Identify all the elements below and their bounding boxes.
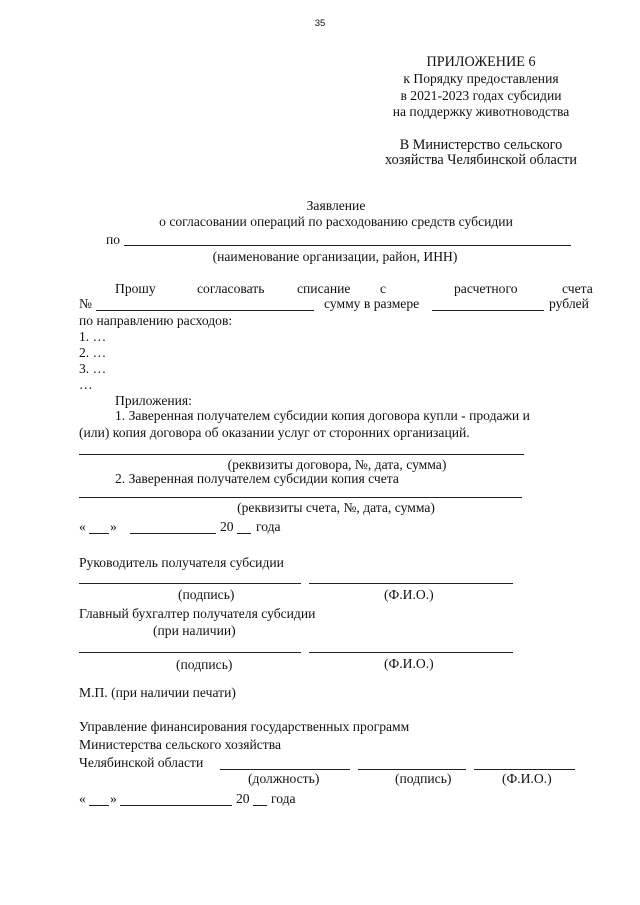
org-name-hint: (наименование организации, район, ИНН) xyxy=(212,249,458,264)
date1-day-line xyxy=(89,533,109,534)
accountant-fio-hint: (Ф.И.О.) xyxy=(384,656,434,671)
list-item-more: … xyxy=(79,377,93,392)
number-sign: № xyxy=(79,296,92,311)
list-item-1: 1. … xyxy=(79,329,107,344)
ministry-line1: Управление финансирования государственных программ xyxy=(79,719,410,734)
document-title: Заявление xyxy=(306,198,366,213)
direction-label: по направлению расходов: xyxy=(79,313,233,328)
date2-month-line xyxy=(120,805,232,806)
contract-details-hint: (реквизиты договора, №, дата, сумма) xyxy=(227,457,447,472)
ministry-position-hint: (должность) xyxy=(248,771,320,786)
date1-month-line xyxy=(130,533,216,534)
ministry-sign-hint: (подпись) xyxy=(395,771,452,786)
appendix-title: ПРИЛОЖЕНИЕ 6 xyxy=(426,54,536,70)
ministry-line3: Челябинской области xyxy=(79,755,204,770)
ministry-position-line xyxy=(220,769,350,770)
attachments-heading: Приложения: xyxy=(115,393,192,408)
body-word-2: согласовать xyxy=(197,281,265,296)
date2-quote-close: » xyxy=(110,791,117,806)
accountant-sign-line xyxy=(79,652,301,653)
date2-day-line xyxy=(89,805,109,806)
stamp-label: М.П. (при наличии печати) xyxy=(79,685,236,700)
accountant-label: Главный бухгалтер получателя субсидии xyxy=(79,606,316,621)
attachment-2: 2. Заверенная получателем субсидии копия счета xyxy=(115,471,399,486)
list-item-3: 3. … xyxy=(79,361,107,376)
addressee-line2: хозяйства Челябинской области xyxy=(385,152,577,168)
invoice-details-hint: (реквизиты счета, №, дата, сумма) xyxy=(237,500,435,515)
head-label: Руководитель получателя субсидии xyxy=(79,555,284,570)
head-sign-hint: (подпись) xyxy=(178,587,235,602)
body-word-4: с xyxy=(380,281,387,296)
date2-year-word: года xyxy=(271,791,296,806)
accountant-note: (при наличии) xyxy=(153,623,236,638)
ministry-line2: Министерства сельского хозяйства xyxy=(79,737,281,752)
org-name-line xyxy=(124,245,571,246)
head-sign-line xyxy=(79,583,301,584)
ministry-fio-hint: (Ф.И.О.) xyxy=(502,771,552,786)
date2-year-line xyxy=(253,805,267,806)
appendix-line1: к Порядку предоставления xyxy=(403,71,559,86)
appendix-line3: на поддержку животноводства xyxy=(392,104,570,119)
document-subtitle: о согласовании операций по расходованию средств субсидии xyxy=(159,214,513,229)
list-item-2: 2. … xyxy=(79,345,107,360)
body-word-1: Прошу xyxy=(115,281,156,296)
attachment-1-line2: (или) копия договора об оказании услуг от сторонних организаций. xyxy=(79,425,470,440)
sum-label: сумму в размере xyxy=(324,296,420,311)
page-number: 35 xyxy=(314,18,326,29)
sum-line xyxy=(432,310,544,311)
invoice-details-line xyxy=(79,497,522,498)
po-prefix: по xyxy=(106,232,121,247)
date1-year-line xyxy=(237,533,251,534)
body-word-6: счета xyxy=(562,281,593,296)
accountant-sign-hint: (подпись) xyxy=(176,657,233,672)
contract-details-line xyxy=(79,454,524,455)
head-fio-line xyxy=(309,583,513,584)
accountant-fio-line xyxy=(309,652,513,653)
body-word-3: списание xyxy=(297,281,351,296)
account-number-line xyxy=(96,310,314,311)
date2-quote-open: « xyxy=(79,791,86,806)
date2-year-prefix: 20 xyxy=(236,791,250,806)
ministry-fio-line xyxy=(474,769,575,770)
body-word-5: расчетного xyxy=(454,281,518,296)
appendix-line2: в 2021-2023 годах субсидии xyxy=(400,88,562,103)
addressee-line1: В Министерство сельского xyxy=(399,137,563,153)
date1-year-prefix: 20 xyxy=(220,519,234,534)
date1-quote-close: » xyxy=(110,519,117,534)
ministry-sign-line xyxy=(358,769,466,770)
date1-year-word: года xyxy=(256,519,281,534)
date1-quote-open: « xyxy=(79,519,86,534)
rubles-label: рублей xyxy=(549,296,589,311)
attachment-1-line1: 1. Заверенная получателем субсидии копия договора купли - продажи и xyxy=(115,408,530,423)
head-fio-hint: (Ф.И.О.) xyxy=(384,587,434,602)
